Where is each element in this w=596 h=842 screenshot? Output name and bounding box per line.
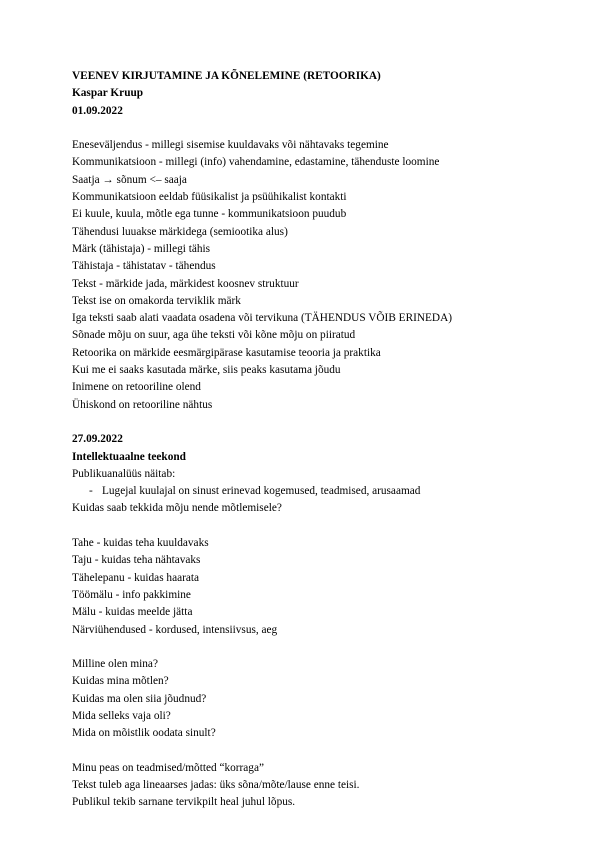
list-item: Taju - kuidas teha nähtavaks [72,554,201,567]
note-line: Sõnade mõju on suur, aga ühe teksti või kõne mõju on piiratud [72,329,356,342]
note-line: Inimene on retooriline olend [72,381,201,394]
note-line: Tähistaja - tähistatav - tähendus [72,260,216,273]
note-line: Kommunikatsioon - millegi (info) vahendamine, edastamine, tähenduste loomine [72,156,440,169]
author-name: Kaspar Kruup [72,87,144,100]
blank-line [72,743,532,760]
list-item: Töömälu - info pakkimine [72,588,191,601]
list-item: Närviühendused - kordused, intensiivsus, aeg [72,623,278,636]
closing-line: Minu peas on teadmised/mõtted “korraga” [72,761,264,774]
note-line: Tähendusi luuakse märkidega (semiootika alus) [72,225,288,238]
question-item: Kuidas mina mõtlen? [72,675,169,688]
list-item: Tähelepanu - kuidas haarata [72,571,200,584]
note-line: Ei kuule, kuula, mõtle ega tunne - kommunikatsioon puudub [72,208,347,221]
note-line: Retoorika on märkide eesmärgipärase kasutamise teooria ja praktika [72,346,381,359]
list-item: Mälu - kuidas meelde jätta [72,606,193,619]
closing-line: Tekst tuleb aga lineaarses jadas: üks sõna/mõte/lause enne teisi. [72,779,360,792]
section-intro: Publikuanalüüs näitab: [72,467,176,480]
note-line: Tekst - märkide jada, märkidest koosnev struktuur [72,277,299,290]
bullet-dash: - [89,485,93,498]
note-line: Märk (tähistaja) - millegi tähis [72,242,211,255]
question-item: Mida on mõistlik oodata sinult? [72,727,216,740]
section-question: Kuidas saab tekkida mõju nende mõtlemisele? [72,502,282,515]
note-line: Saatja → sõnum <– saaja [72,173,187,186]
question-item: Mida selleks vaja oli? [72,709,171,722]
document-title: VEENEV KIRJUTAMINE JA KÕNELEMINE (RETOORIKA) [72,70,381,82]
note-line: Kommunikatsioon eeldab füüsikalist ja psüühikalist kontakti [72,191,347,204]
note-line: Iga teksti saab alati vaadata osadena või tervikuna (TÄHENDUS VÕIB ERINEDA) [72,312,453,325]
section-date: 27.09.2022 [72,433,123,446]
question-item: Milline olen mina? [72,658,158,671]
bullet-text: Lugejal kuulajal on sinust erinevad kogemused, teadmised, arusaamad [102,485,421,498]
section-heading: Intellektuaalne teekond [72,450,186,463]
document-date: 01.09.2022 [72,104,123,117]
notes-section-2 [72,431,532,812]
note-line: Ühiskond on retooriline nähtus [72,398,213,411]
bullet-item [72,483,532,500]
question-item: Kuidas ma olen siia jõudnud? [72,692,207,705]
note-line: Eneseväljendus - millegi sisemise kuuldavaks või nähtavaks tegemine [72,139,389,152]
closing-line: Publikul tekib sarnane tervikpilt heal juhul lõpus. [72,796,296,809]
blank-line [72,518,532,535]
blank-line [72,120,532,137]
note-line: Kui me ei saaks kasutada märke, siis peaks kasutama jõudu [72,364,341,377]
blank-line [72,414,532,431]
document-body [72,68,532,812]
blank-line [72,639,532,656]
notes-section-1 [72,137,532,414]
note-line: Tekst ise on omakorda terviklik märk [72,294,241,307]
list-item: Tahe - kuidas teha kuuldavaks [72,537,209,550]
